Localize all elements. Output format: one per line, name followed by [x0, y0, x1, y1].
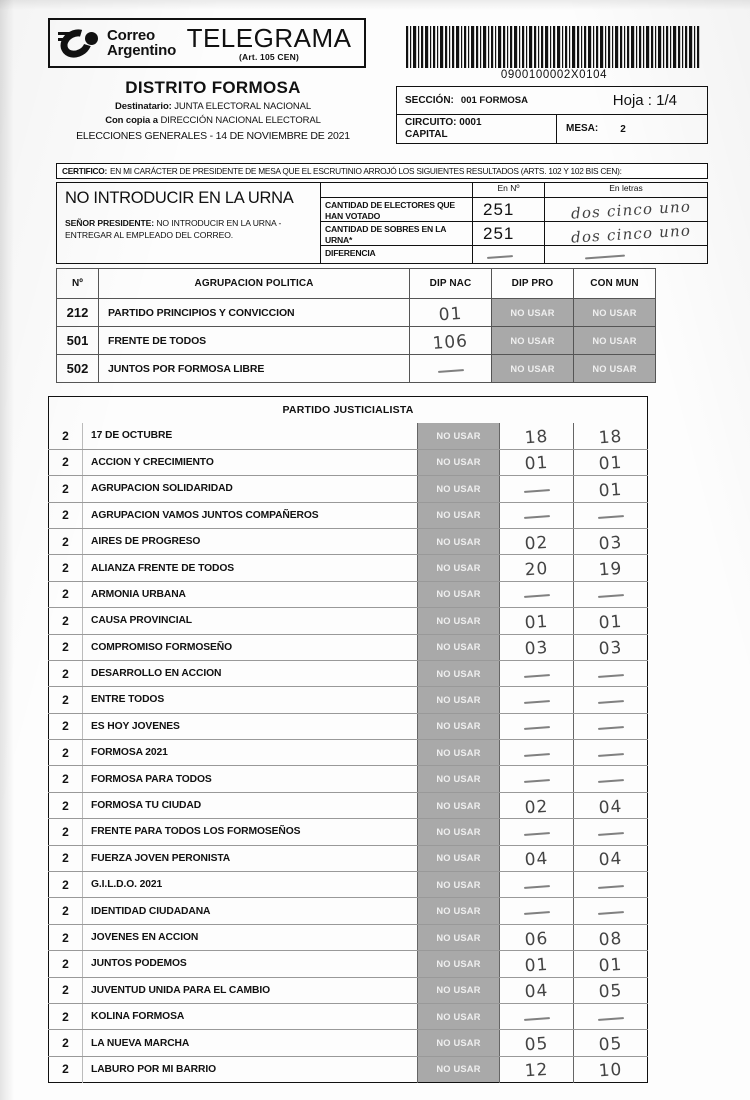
mesa-cell — [557, 115, 707, 143]
con-mun-value[interactable] — [574, 951, 648, 977]
voter-count-header-number: En Nº — [473, 183, 545, 197]
urna-note-label: SEÑOR PRESIDENTE: — [65, 218, 155, 228]
section-row — [397, 87, 707, 115]
dip-nac-no-usar: NO USAR — [418, 819, 500, 845]
row-number: 2 — [49, 660, 83, 686]
dip-pro-value[interactable] — [500, 581, 574, 607]
handwritten-number: 251 — [483, 224, 515, 243]
table-row — [49, 898, 648, 924]
table1-header-row — [57, 269, 656, 299]
table-row — [49, 977, 648, 1003]
dip-pro-value[interactable] — [500, 766, 574, 792]
voter-count-table — [321, 183, 707, 263]
dip-pro-value[interactable] — [500, 819, 574, 845]
dip-nac-no-usar: NO USAR — [418, 581, 500, 607]
table-row — [49, 687, 648, 713]
handwritten-dash — [437, 369, 463, 373]
handwritten-number: 02 — [523, 796, 549, 818]
con-mun-value[interactable] — [574, 1056, 648, 1082]
dip-pro-no-usar: NO USAR — [492, 355, 574, 383]
seccion-label: SECCIÓN: — [405, 95, 454, 106]
table-row — [49, 502, 648, 528]
mesa-label: MESA: — [566, 123, 599, 135]
hoja-value: Hoja : 1/4 — [612, 92, 677, 109]
handwritten-dash — [597, 727, 623, 731]
table1-header-dippro: DIP PRO — [492, 269, 574, 299]
party-name: ACCION Y CRECIMIENTO — [83, 449, 418, 475]
dip-pro-value[interactable] — [500, 634, 574, 660]
row-number: 2 — [49, 792, 83, 818]
elections-date-line: ELECCIONES GENERALES - 14 DE NOVIEMBRE DE 2021 — [76, 130, 350, 142]
voter-count-header-blank — [321, 183, 473, 197]
con-mun-no-usar: NO USAR — [574, 355, 656, 383]
justicialista-table-wrap — [48, 396, 648, 1083]
con-mun-value[interactable] — [574, 766, 648, 792]
handwritten-number: 10 — [597, 1060, 623, 1082]
row-number: 2 — [49, 1003, 83, 1029]
dip-nac-no-usar: NO USAR — [418, 951, 500, 977]
dip-nac-no-usar: NO USAR — [418, 555, 500, 581]
dip-nac-value[interactable] — [410, 327, 492, 355]
row-number: 2 — [49, 872, 83, 898]
certifico-label: CERTIFICO: — [62, 166, 107, 176]
dip-pro-value[interactable] — [500, 449, 574, 475]
dip-nac-no-usar: NO USAR — [418, 1030, 500, 1056]
handwritten-dash — [523, 885, 549, 889]
correo-argentino-wordmark — [107, 28, 176, 58]
dip-pro-value[interactable] — [500, 898, 574, 924]
handwritten-dash — [523, 515, 549, 519]
con-mun-value[interactable] — [574, 555, 648, 581]
handwritten-dash — [597, 700, 623, 704]
handwritten-number: 04 — [597, 849, 623, 871]
dip-pro-value[interactable] — [500, 660, 574, 686]
circuito-value: CAPITAL — [405, 128, 448, 140]
certifico-banner — [56, 163, 708, 179]
row-number: 2 — [49, 502, 83, 528]
handwritten-dash — [585, 255, 625, 260]
row-number: 2 — [49, 423, 83, 449]
dip-nac-no-usar: NO USAR — [418, 449, 500, 475]
telegrama-title: TELEGRAMA — [186, 22, 352, 53]
con-mun-value[interactable] — [574, 634, 648, 660]
voter-count-row-letters — [545, 198, 707, 221]
row-number: 2 — [49, 634, 83, 660]
handwritten-dash — [523, 674, 549, 678]
correo-argentino-logo-icon — [58, 26, 100, 60]
dip-pro-value[interactable] — [500, 555, 574, 581]
dip-pro-value[interactable] — [500, 1056, 574, 1082]
handwritten-number: 08 — [597, 928, 623, 950]
handwritten-dash — [597, 1017, 623, 1021]
handwritten-number: 01 — [523, 611, 549, 634]
seccion-value: 001 FORMOSA — [460, 95, 528, 106]
voter-count-row — [321, 198, 707, 222]
handwritten-number: 05 — [597, 981, 623, 1003]
handwritten-number: 19 — [597, 558, 623, 581]
party-name: FORMOSA PARA TODOS — [83, 766, 418, 792]
handwritten-letters: dos cinco uno — [570, 197, 692, 223]
dip-nac-no-usar: NO USAR — [418, 687, 500, 713]
dip-nac-no-usar: NO USAR — [418, 528, 500, 554]
barcode-block — [404, 26, 704, 81]
row-number: 2 — [49, 951, 83, 977]
dip-pro-value[interactable] — [500, 476, 574, 502]
table-row — [49, 713, 648, 739]
voter-count-row-label: CANTIDAD DE ELECTORES QUE HAN VOTADO — [321, 198, 473, 221]
handwritten-number: 106 — [431, 330, 469, 354]
handwritten-dash — [523, 727, 549, 731]
copia-label: Con copia a — [105, 115, 158, 126]
row-number: 2 — [49, 449, 83, 475]
row-number: 2 — [49, 528, 83, 554]
logo-line-1: Correo — [107, 27, 155, 44]
handwritten-dash — [597, 595, 623, 599]
table-row — [49, 1003, 648, 1029]
handwritten-dash — [597, 832, 623, 836]
handwritten-number: 01 — [597, 479, 623, 502]
row-number: 212 — [57, 299, 99, 327]
table1-header-num: Nº — [57, 269, 99, 299]
national-parties-table-wrap — [56, 268, 656, 383]
party-name: LA NUEVA MARCHA — [83, 1030, 418, 1056]
con-mun-value[interactable] — [574, 740, 648, 766]
handwritten-dash — [523, 779, 549, 783]
dip-pro-value[interactable] — [500, 502, 574, 528]
dip-pro-no-usar: NO USAR — [492, 299, 574, 327]
handwritten-dash — [597, 779, 623, 783]
con-mun-value[interactable] — [574, 713, 648, 739]
con-mun-value[interactable] — [574, 476, 648, 502]
dip-nac-value[interactable] — [410, 299, 492, 327]
handwritten-dash — [523, 1017, 549, 1021]
voter-count-row-label: CANTIDAD DE SOBRES EN LA URNA* — [321, 222, 473, 245]
row-number: 2 — [49, 581, 83, 607]
table1-header-name: AGRUPACION POLITICA — [99, 269, 410, 299]
dip-nac-no-usar: NO USAR — [418, 502, 500, 528]
con-mun-value[interactable] — [574, 845, 648, 871]
con-mun-value[interactable] — [574, 502, 648, 528]
district-title: DISTRITO FORMOSA — [125, 78, 301, 97]
table-row — [49, 819, 648, 845]
con-mun-value[interactable] — [574, 528, 648, 554]
circuito-label: CIRCUITO: 0001 — [405, 117, 482, 128]
table-row — [49, 608, 648, 634]
party-name: FORMOSA TU CIUDAD — [83, 792, 418, 818]
party-name: LABURO POR MI BARRIO — [83, 1056, 418, 1082]
party-name: 17 DE OCTUBRE — [83, 423, 418, 449]
con-mun-value[interactable] — [574, 687, 648, 713]
telegrama-title-block — [176, 22, 356, 62]
table-row — [49, 740, 648, 766]
dip-nac-no-usar: NO USAR — [418, 924, 500, 950]
dip-nac-no-usar: NO USAR — [418, 713, 500, 739]
con-mun-value[interactable] — [574, 608, 648, 634]
table-row — [49, 528, 648, 554]
row-number: 2 — [49, 476, 83, 502]
party-name: AGRUPACION SOLIDARIDAD — [83, 476, 418, 502]
con-mun-no-usar: NO USAR — [574, 299, 656, 327]
dip-pro-value[interactable] — [500, 608, 574, 634]
voter-count-header-letters: En letras — [609, 183, 643, 193]
justicialista-title: PARTIDO JUSTICIALISTA — [282, 403, 414, 416]
table-row — [49, 1030, 648, 1056]
dip-pro-value[interactable] — [500, 423, 574, 449]
table1-header-conmun: CON MUN — [574, 269, 656, 299]
party-name: JUNTOS POR FORMOSA LIBRE — [99, 355, 410, 383]
row-number: 502 — [57, 355, 99, 383]
national-parties-table — [56, 268, 656, 383]
urna-note-text: NO INTRODUCIR EN LA URNA - ENTREGAR AL EMPLEADO DEL CORREO. — [65, 218, 282, 240]
logo-line-2: Argentino — [107, 42, 177, 59]
urna-warning-left — [57, 183, 321, 263]
con-mun-value[interactable] — [574, 924, 648, 950]
party-name: FORMOSA 2021 — [83, 740, 418, 766]
con-mun-value[interactable] — [574, 792, 648, 818]
party-name: JOVENES EN ACCION — [83, 924, 418, 950]
row-number: 2 — [49, 845, 83, 871]
con-mun-value[interactable] — [574, 872, 648, 898]
handwritten-number: 05 — [523, 1033, 549, 1056]
dip-pro-value[interactable] — [500, 740, 574, 766]
dip-pro-value[interactable] — [500, 951, 574, 977]
dip-pro-value[interactable] — [500, 687, 574, 713]
voter-count-row-number — [473, 222, 545, 245]
row-number: 2 — [49, 977, 83, 1003]
con-mun-value[interactable] — [574, 1003, 648, 1029]
row-number: 2 — [49, 555, 83, 581]
party-name: JUNTOS PODEMOS — [83, 951, 418, 977]
table-row — [49, 634, 648, 660]
con-mun-value[interactable] — [574, 898, 648, 924]
handwritten-number: 03 — [597, 532, 623, 555]
copia-value: DIRECCIÓN NACIONAL ELECTORAL — [160, 115, 321, 126]
document-header — [0, 0, 750, 150]
con-mun-value[interactable] — [574, 660, 648, 686]
party-name: ES HOY JOVENES — [83, 713, 418, 739]
dip-pro-value[interactable] — [500, 713, 574, 739]
scan-shadow-left — [0, 0, 14, 1100]
voter-count-row-label: DIFERENCIA — [321, 246, 473, 263]
con-mun-value[interactable] — [574, 449, 648, 475]
handwritten-number: 12 — [523, 1060, 549, 1082]
table-row — [57, 299, 656, 327]
row-number: 2 — [49, 740, 83, 766]
dip-pro-value[interactable] — [500, 845, 574, 871]
destinatario-value: JUNTA ELECTORAL NACIONAL — [174, 101, 312, 112]
voter-count-row-letters — [545, 222, 707, 245]
handwritten-number: 20 — [523, 558, 549, 581]
dip-nac-no-usar: NO USAR — [418, 1003, 500, 1029]
dip-nac-no-usar: NO USAR — [418, 792, 500, 818]
handwritten-dash — [523, 753, 549, 757]
handwritten-dash — [597, 515, 623, 519]
dip-nac-no-usar: NO USAR — [418, 872, 500, 898]
row-number: 2 — [49, 713, 83, 739]
telegrama-article-note: (Art. 105 CEN) — [239, 51, 299, 62]
dip-pro-value[interactable] — [500, 924, 574, 950]
handwritten-dash — [523, 595, 549, 599]
voter-count-row-number — [473, 198, 545, 221]
barcode-number: 0900100002X0104 — [500, 69, 608, 81]
circuito-cell — [397, 115, 557, 143]
party-name: FRENTE DE TODOS — [99, 327, 410, 355]
handwritten-number: 01 — [523, 954, 549, 977]
party-name: AGRUPACION VAMOS JUNTOS COMPAÑEROS — [83, 502, 418, 528]
table-row — [49, 660, 648, 686]
voter-count-row — [321, 222, 707, 246]
con-mun-no-usar: NO USAR — [574, 327, 656, 355]
handwritten-number: 04 — [597, 796, 623, 818]
row-number: 2 — [49, 687, 83, 713]
dip-nac-no-usar: NO USAR — [418, 634, 500, 660]
row-number: 2 — [49, 819, 83, 845]
con-mun-value[interactable] — [574, 1030, 648, 1056]
dip-nac-no-usar: NO USAR — [418, 898, 500, 924]
dip-nac-no-usar: NO USAR — [418, 1056, 500, 1082]
party-name: DESARROLLO EN ACCION — [83, 660, 418, 686]
dip-nac-no-usar: NO USAR — [418, 845, 500, 871]
handwritten-number: 03 — [523, 638, 549, 660]
handwritten-number: 01 — [597, 453, 623, 475]
con-mun-value[interactable] — [574, 819, 648, 845]
handwritten-number: 01 — [597, 611, 623, 634]
district-block — [48, 78, 378, 142]
table-row — [49, 792, 648, 818]
handwritten-dash — [523, 700, 549, 704]
party-name: PARTIDO PRINCIPIOS Y CONVICCION — [99, 299, 410, 327]
table-row — [49, 766, 648, 792]
party-name: CAUSA PROVINCIAL — [83, 608, 418, 634]
table-row — [49, 845, 648, 871]
party-name: FUERZA JOVEN PERONISTA — [83, 845, 418, 871]
handwritten-dash — [523, 911, 549, 915]
dip-nac-no-usar: NO USAR — [418, 977, 500, 1003]
table-row — [49, 555, 648, 581]
handwritten-number: 04 — [523, 849, 549, 871]
handwritten-number: 05 — [597, 1033, 623, 1056]
table-row — [49, 872, 648, 898]
dip-nac-no-usar: NO USAR — [418, 608, 500, 634]
party-name: ARMONIA URBANA — [83, 581, 418, 607]
handwritten-number: 03 — [597, 638, 623, 660]
dip-nac-value[interactable] — [410, 355, 492, 383]
con-mun-value[interactable] — [574, 581, 648, 607]
party-name: IDENTIDAD CIUDADANA — [83, 898, 418, 924]
barcode-icon — [404, 26, 704, 68]
handwritten-number: 04 — [523, 981, 549, 1003]
con-mun-value[interactable] — [574, 977, 648, 1003]
handwritten-dash — [523, 489, 549, 493]
copia-row — [48, 115, 378, 126]
row-number: 2 — [49, 924, 83, 950]
handwritten-number: 01 — [597, 954, 623, 977]
handwritten-dash — [487, 255, 513, 259]
section-circuit-box — [396, 86, 708, 144]
row-number: 501 — [57, 327, 99, 355]
party-name: ALIANZA FRENTE DE TODOS — [83, 555, 418, 581]
table-row — [49, 581, 648, 607]
handwritten-letters: dos cinco uno — [570, 221, 692, 247]
row-number: 2 — [49, 1056, 83, 1082]
certifico-text: EN MI CARÁCTER DE PRESIDENTE DE MESA QUE EL ESCRUTINIO ARROJÓ LOS SIGUIENTES RESULTADOS (ARTS. 102 Y 102 BIS CEN): — [109, 166, 622, 176]
table-row — [57, 327, 656, 355]
handwritten-number: 01 — [437, 303, 463, 325]
handwritten-number: 01 — [523, 453, 549, 475]
table-row — [49, 924, 648, 950]
handwritten-number: 251 — [483, 200, 515, 219]
destinatario-row — [48, 101, 378, 112]
correo-argentino-logo-box — [48, 18, 366, 68]
handwritten-dash — [597, 753, 623, 757]
party-name: JUVENTUD UNIDA PARA EL CAMBIO — [83, 977, 418, 1003]
dip-pro-value[interactable] — [500, 528, 574, 554]
dip-nac-no-usar: NO USAR — [418, 476, 500, 502]
table-row — [49, 951, 648, 977]
handwritten-dash — [597, 911, 623, 915]
row-number: 2 — [49, 1030, 83, 1056]
party-name: FRENTE PARA TODOS LOS FORMOSEÑOS — [83, 819, 418, 845]
voter-count-row-letters — [545, 246, 707, 263]
dip-nac-no-usar: NO USAR — [418, 423, 500, 449]
table-row — [49, 423, 648, 449]
handwritten-number: 06 — [523, 928, 549, 950]
dip-nac-no-usar: NO USAR — [418, 660, 500, 686]
handwritten-number: 18 — [597, 426, 623, 449]
con-mun-value[interactable] — [574, 423, 648, 449]
handwritten-dash — [597, 674, 623, 678]
handwritten-dash — [523, 832, 549, 836]
mesa-value: 2 — [620, 123, 626, 135]
voter-count-row — [321, 246, 707, 263]
party-name: ENTRE TODOS — [83, 687, 418, 713]
circuit-mesa-row — [397, 115, 707, 143]
party-name: G.I.L.D.O. 2021 — [83, 872, 418, 898]
voter-count-row-number — [473, 246, 545, 263]
handwritten-number: 02 — [523, 532, 549, 555]
party-name: AIRES DE PROGRESO — [83, 528, 418, 554]
dip-pro-value[interactable] — [500, 1003, 574, 1029]
voter-count-header — [321, 183, 707, 198]
table1-header-dipnac: DIP NAC — [410, 269, 492, 299]
row-number: 2 — [49, 766, 83, 792]
dip-pro-value[interactable] — [500, 872, 574, 898]
dip-pro-value[interactable] — [500, 977, 574, 1003]
dip-nac-no-usar: NO USAR — [418, 766, 500, 792]
party-name: KOLINA FORMOSA — [83, 1003, 418, 1029]
party-name: COMPROMISO FORMOSEÑO — [83, 634, 418, 660]
justicialista-title-row — [49, 397, 648, 423]
table-row — [49, 476, 648, 502]
row-number: 2 — [49, 608, 83, 634]
handwritten-number: 18 — [523, 426, 549, 449]
handwritten-dash — [597, 885, 623, 889]
dip-pro-value[interactable] — [500, 1030, 574, 1056]
table-row — [57, 355, 656, 383]
row-number: 2 — [49, 898, 83, 924]
justicialista-table — [48, 396, 648, 1083]
destinatario-label: Destinatario: — [114, 101, 172, 112]
dip-nac-no-usar: NO USAR — [418, 740, 500, 766]
urna-warning-block — [56, 182, 708, 264]
table-row — [49, 1056, 648, 1082]
urna-warning-title: NO INTRODUCIR EN LA URNA — [65, 189, 294, 207]
dip-pro-value[interactable] — [500, 792, 574, 818]
dip-pro-no-usar: NO USAR — [492, 327, 574, 355]
urna-warning-note — [65, 217, 312, 241]
table-row — [49, 449, 648, 475]
